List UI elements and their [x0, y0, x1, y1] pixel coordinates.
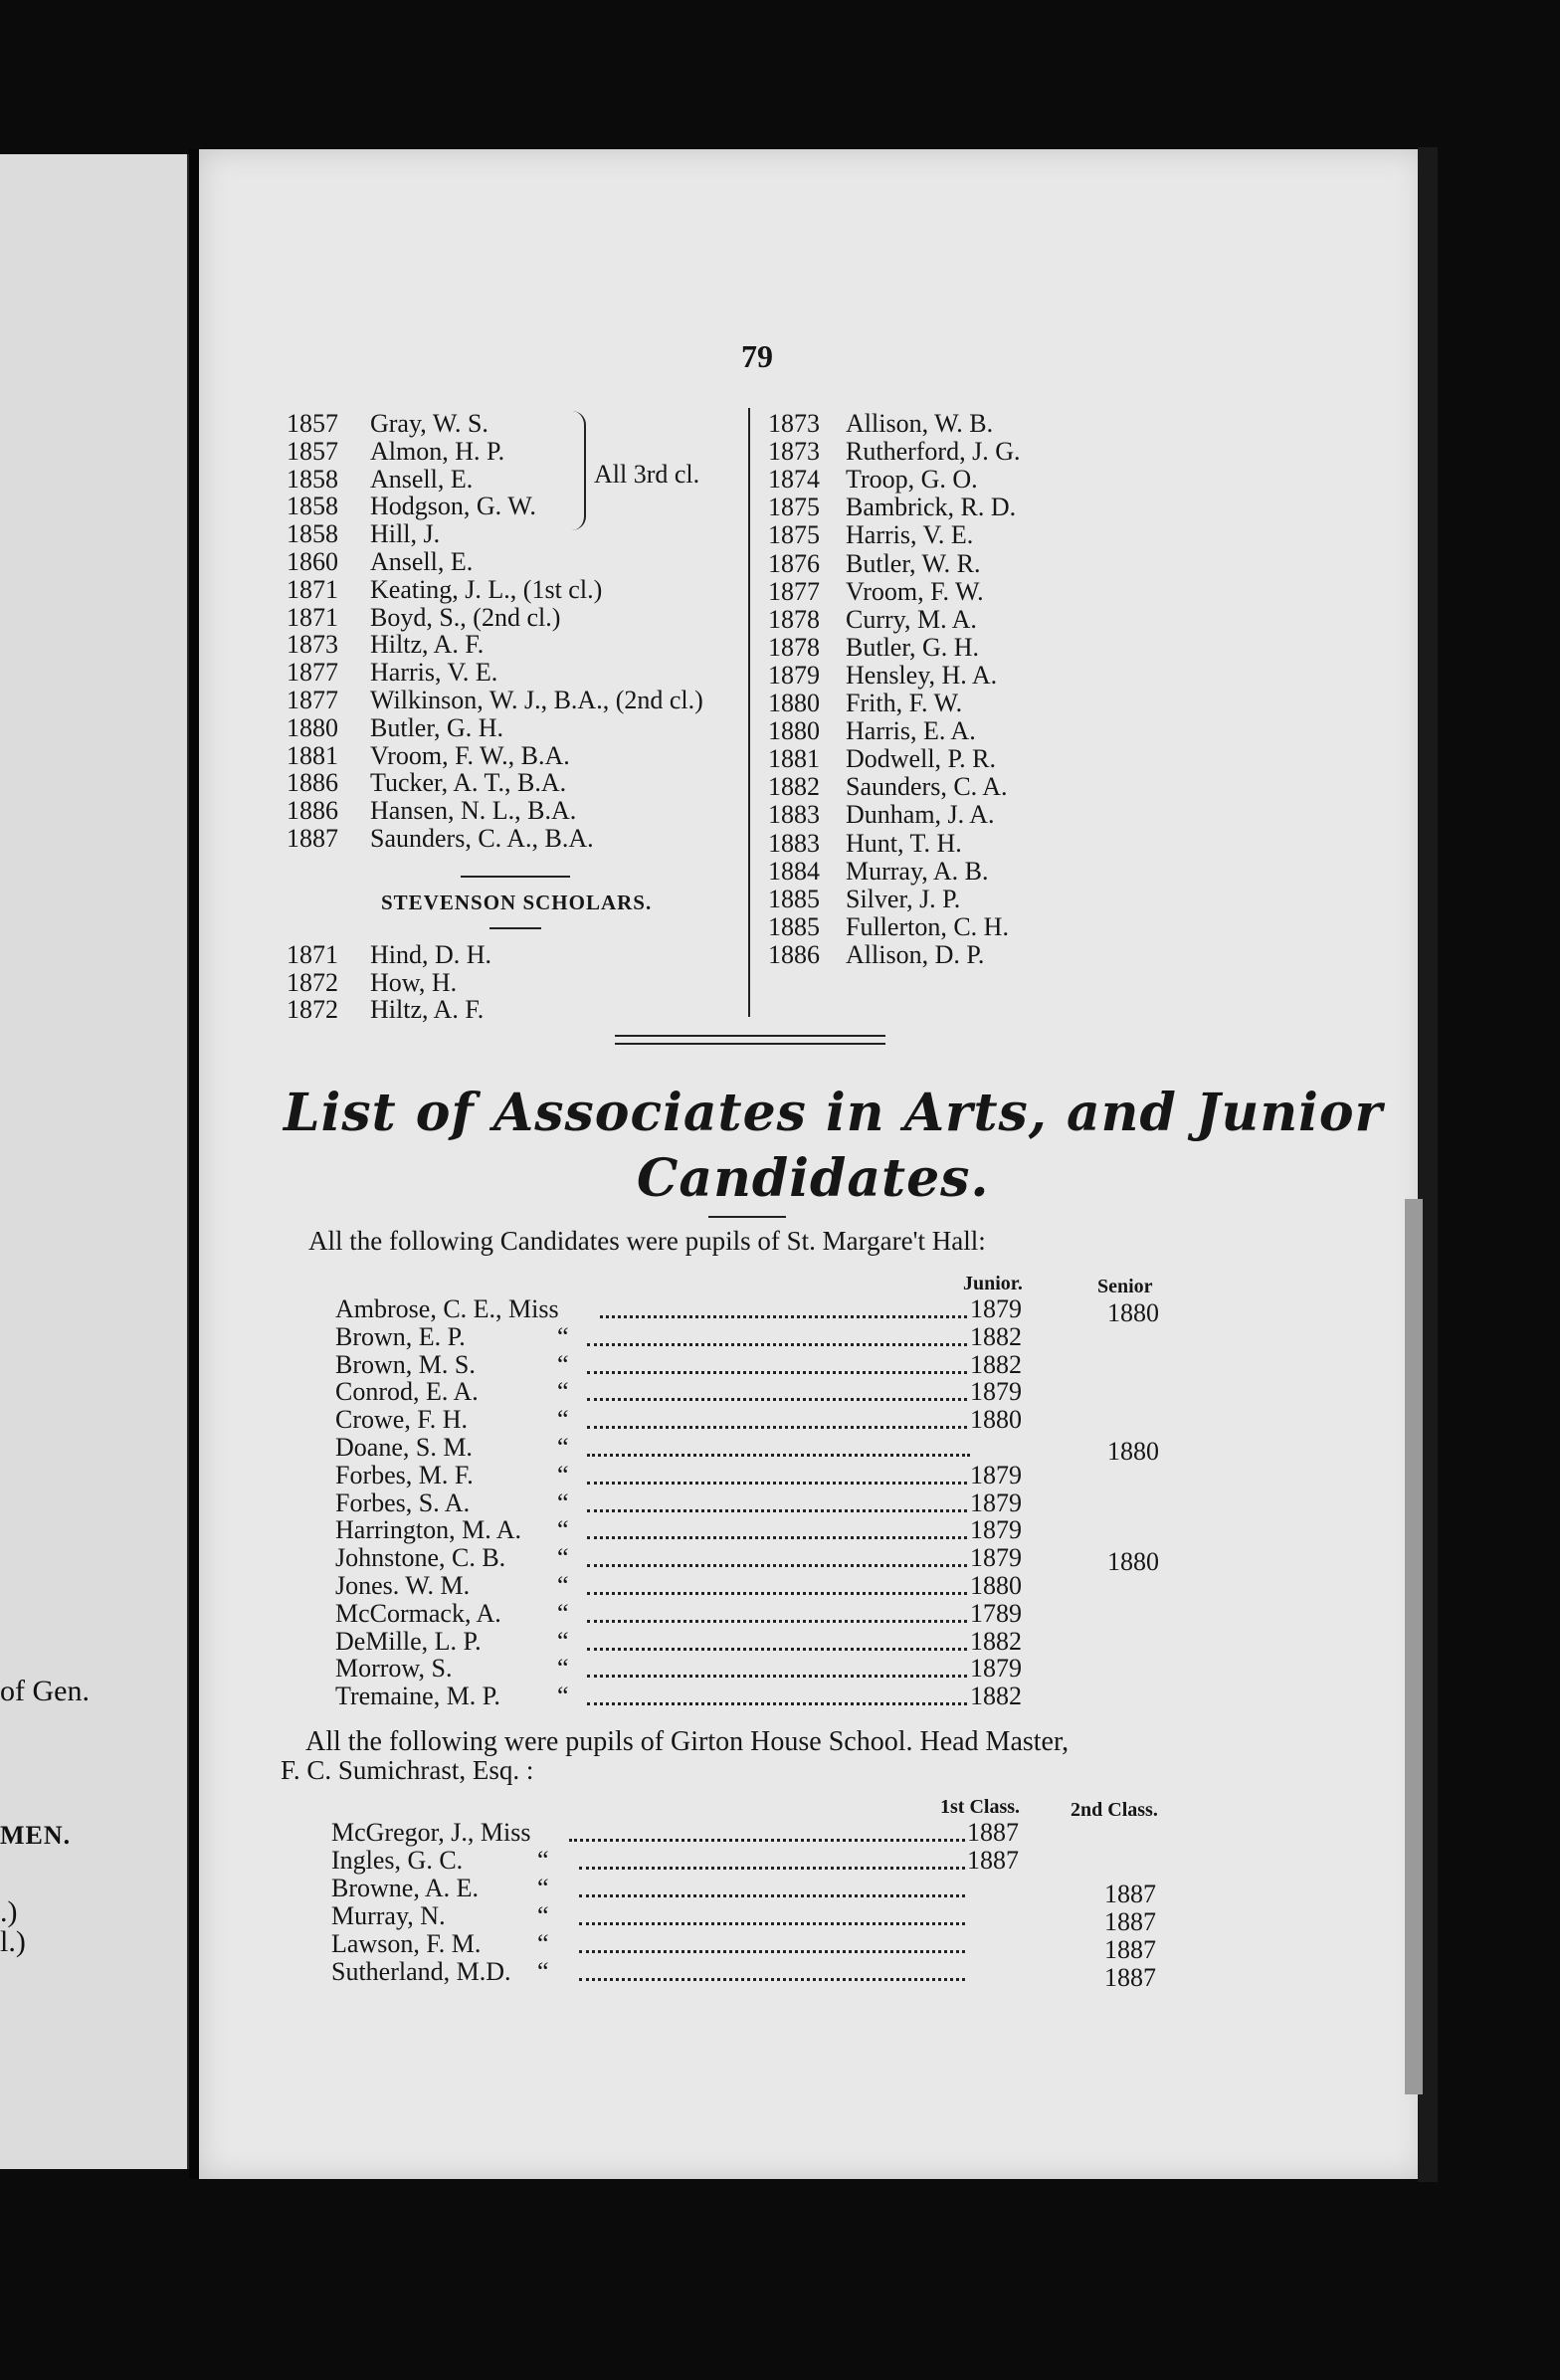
list-name: Saunders, C. A.	[846, 772, 1008, 802]
candidate-name: Murray, N.	[331, 1901, 446, 1930]
senior-year: 1880	[1107, 1547, 1159, 1577]
candidate-name: Lawson, F. M.	[331, 1929, 482, 1958]
list-year: 1875	[768, 493, 820, 522]
junior-year: 1879	[970, 1294, 1022, 1323]
list-year: 1872	[287, 995, 338, 1024]
leader-dots	[587, 1454, 970, 1457]
ditto-mark: “	[557, 1598, 569, 1628]
list-year: 1877	[287, 686, 338, 714]
double-rule-top	[615, 1035, 885, 1037]
list-name: Curry, M. A.	[846, 604, 977, 634]
list-year: 1880	[768, 716, 820, 746]
candidate-name: Tremaine, M. P.	[335, 1682, 500, 1711]
list-name: Fullerton, C. H.	[846, 911, 1009, 941]
ditto-mark: “	[557, 1571, 569, 1600]
list-year: 1871	[287, 940, 338, 969]
list-year: 1882	[768, 772, 820, 802]
candidate-name: Forbes, S. A.	[335, 1488, 471, 1517]
leader-dots	[587, 1426, 967, 1429]
candidate-name: Crowe, F. H.	[335, 1405, 468, 1435]
list-name: Wilkinson, W. J., B.A., (2nd cl.)	[370, 686, 703, 714]
junior-year: 1882	[970, 1349, 1022, 1379]
list-year: 1884	[768, 856, 820, 886]
list-year: 1878	[768, 632, 820, 662]
candidate-name: Conrod, E. A.	[335, 1377, 479, 1407]
list-name: Vroom, F. W.	[846, 576, 984, 606]
list-year: 1857	[287, 409, 338, 438]
junior-year: 1882	[970, 1682, 1022, 1711]
candidate-name: Jones. W. M.	[335, 1571, 471, 1600]
leader-dots	[579, 1894, 965, 1897]
list-year: 1858	[287, 519, 338, 549]
column-divider	[748, 408, 750, 1017]
leader-dots	[600, 1315, 967, 1318]
candidate-name: Johnstone, C. B.	[335, 1543, 506, 1573]
list-year: 1874	[768, 465, 820, 495]
list-year: 1877	[768, 576, 820, 606]
list-year: 1873	[287, 630, 338, 660]
list-name: Hiltz, A. F.	[370, 630, 485, 660]
ditto-mark: “	[557, 1543, 569, 1573]
candidate-name: Ambrose, C. E., Miss	[335, 1294, 559, 1323]
list-year: 1886	[287, 768, 338, 798]
candidate-name: Harrington, M. A.	[335, 1515, 522, 1545]
ditto-mark: “	[537, 1957, 549, 1986]
leader-dots	[587, 1536, 967, 1539]
junior-year: 1879	[970, 1515, 1022, 1545]
rule	[708, 1216, 786, 1218]
ditto-mark: “	[557, 1321, 569, 1351]
junior-year: 1789	[970, 1598, 1022, 1628]
bracket	[572, 411, 586, 530]
list-year: 1886	[287, 796, 338, 826]
senior-year: 1880	[1107, 1298, 1159, 1327]
left-fragment-text-1: of Gen.	[0, 1675, 90, 1707]
list-year: 1873	[768, 437, 820, 467]
senior-year: 1880	[1107, 1437, 1159, 1466]
st-margarets-intro: All the following Candidates were pupils of St. Margare't Hall:	[308, 1226, 986, 1256]
ditto-mark: “	[557, 1405, 569, 1435]
list-name: Almon, H. P.	[370, 436, 505, 466]
candidate-name: Ingles, G. C.	[331, 1846, 464, 1875]
list-year: 1883	[768, 828, 820, 858]
list-year: 1858	[287, 492, 338, 521]
list-year: 1875	[768, 520, 820, 550]
candidate-name: Forbes, M. F.	[335, 1460, 474, 1489]
list-year: 1885	[768, 884, 820, 913]
ditto-mark: “	[557, 1626, 569, 1656]
list-name: Troop, G. O.	[846, 465, 978, 495]
leader-dots	[579, 1978, 965, 1981]
list-name: Hunt, T. H.	[846, 828, 962, 858]
list-name: Boyd, S., (2nd cl.)	[370, 602, 561, 632]
second-class-year: 1887	[1104, 1880, 1156, 1908]
girton-intro-line1: All the following were pupils of Girton House School. Head Master,	[305, 1726, 1070, 1757]
left-fragment-text-2: MEN.	[0, 1821, 72, 1850]
list-year: 1857	[287, 436, 338, 466]
list-name: Frith, F. W.	[846, 689, 963, 717]
left-fragment-text-3: .)	[0, 1895, 18, 1928]
junior-year: 1879	[970, 1377, 1022, 1407]
list-name: Bambrick, R. D.	[846, 493, 1017, 522]
leader-dots	[587, 1509, 967, 1512]
list-name: Allison, W. B.	[846, 409, 994, 438]
ditto-mark: “	[537, 1929, 549, 1958]
ditto-mark: “	[557, 1349, 569, 1379]
leader-dots	[587, 1648, 967, 1651]
leader-dots	[587, 1675, 967, 1678]
list-name: Dodwell, P. R.	[846, 744, 996, 774]
ditto-mark: “	[557, 1682, 569, 1711]
ditto-mark: “	[557, 1433, 569, 1462]
candidate-name: Sutherland, M.D.	[331, 1957, 511, 1986]
main-heading-line2: Candidates.	[637, 1148, 990, 1209]
col-1st-class: 1st Class.	[940, 1796, 1021, 1818]
second-class-year: 1887	[1104, 1907, 1156, 1936]
col-2nd-class: 2nd Class.	[1071, 1799, 1158, 1821]
list-name: Hansen, N. L., B.A.	[370, 796, 577, 826]
ditto-mark: “	[557, 1654, 569, 1684]
list-year: 1877	[287, 658, 338, 688]
list-year: 1871	[287, 574, 338, 604]
ditto-mark: “	[537, 1874, 549, 1902]
list-year: 1880	[287, 712, 338, 742]
list-year: 1887	[287, 824, 338, 853]
list-year: 1881	[768, 744, 820, 774]
leader-dots	[587, 1592, 967, 1595]
page-edge-shadow	[1405, 1199, 1423, 2094]
leader-dots	[587, 1564, 967, 1567]
main-heading-line1: List of Associates in Arts, and Junior	[284, 1083, 1383, 1143]
leader-dots	[587, 1343, 967, 1346]
left-page-fragment	[0, 154, 191, 2169]
ditto-mark: “	[537, 1901, 549, 1930]
list-year: 1872	[287, 967, 338, 997]
rule	[489, 927, 541, 929]
ditto-mark: “	[557, 1515, 569, 1545]
list-name: Allison, D. P.	[846, 939, 985, 969]
candidate-name: Brown, M. S.	[335, 1349, 476, 1379]
list-name: Hodgson, G. W.	[370, 492, 536, 521]
leader-dots	[587, 1702, 967, 1705]
leader-dots	[587, 1371, 967, 1374]
col-senior: Senior	[1097, 1276, 1153, 1297]
list-name: Silver, J. P.	[846, 884, 961, 913]
junior-year: 1880	[970, 1405, 1022, 1435]
list-name: Tucker, A. T., B.A.	[370, 768, 567, 798]
girton-intro-line2: F. C. Sumichrast, Esq. :	[281, 1755, 534, 1785]
ditto-mark: “	[557, 1488, 569, 1517]
list-name: How, H.	[370, 967, 458, 997]
rule	[461, 876, 570, 878]
ditto-mark: “	[557, 1377, 569, 1407]
candidate-name: McCormack, A.	[335, 1598, 501, 1628]
list-name: Gray, W. S.	[370, 409, 488, 438]
candidate-name: Morrow, S.	[335, 1654, 453, 1684]
first-class-year: 1887	[967, 1846, 1019, 1875]
candidate-name: McGregor, J., Miss	[331, 1818, 531, 1847]
list-name: Murray, A. B.	[846, 856, 989, 886]
list-name: Hensley, H. A.	[846, 660, 998, 690]
candidate-name: DeMille, L. P.	[335, 1626, 482, 1656]
left-fragment-text-4: l.)	[0, 1925, 26, 1958]
leader-dots	[579, 1867, 965, 1870]
list-name: Vroom, F. W., B.A.	[370, 740, 570, 770]
candidate-name: Brown, E. P.	[335, 1321, 466, 1351]
junior-year: 1882	[970, 1321, 1022, 1351]
leader-dots	[569, 1839, 965, 1842]
list-name: Harris, E. A.	[846, 716, 976, 746]
list-year: 1871	[287, 602, 338, 632]
list-name: Hiltz, A. F.	[370, 995, 485, 1024]
list-name: Keating, J. L., (1st cl.)	[370, 574, 603, 604]
leader-dots	[587, 1620, 967, 1623]
list-name: Butler, G. H.	[370, 712, 503, 742]
list-name: Ansell, E.	[370, 464, 474, 494]
leader-dots	[579, 1922, 965, 1925]
junior-year: 1879	[970, 1654, 1022, 1684]
list-year: 1885	[768, 911, 820, 941]
list-name: Ansell, E.	[370, 547, 474, 576]
ditto-mark: “	[557, 1460, 569, 1489]
junior-year: 1882	[970, 1626, 1022, 1656]
leader-dots	[587, 1482, 967, 1485]
candidate-name: Browne, A. E.	[331, 1874, 480, 1902]
list-year: 1880	[768, 689, 820, 717]
list-name: Butler, W. R.	[846, 548, 981, 578]
junior-year: 1879	[970, 1543, 1022, 1573]
ditto-mark: “	[537, 1846, 549, 1875]
double-rule-bottom	[615, 1043, 885, 1045]
list-year: 1883	[768, 800, 820, 830]
list-name: Dunham, J. A.	[846, 800, 995, 830]
list-name: Butler, G. H.	[846, 632, 979, 662]
list-year: 1858	[287, 464, 338, 494]
list-name: Saunders, C. A., B.A.	[370, 824, 594, 853]
list-name: Harris, V. E.	[370, 658, 498, 688]
col-junior: Junior.	[963, 1273, 1023, 1294]
junior-year: 1879	[970, 1488, 1022, 1517]
list-name: Hill, J.	[370, 519, 441, 549]
list-year: 1860	[287, 547, 338, 576]
page-number: 79	[741, 338, 773, 374]
list-name: Hind, D. H.	[370, 940, 492, 969]
junior-year: 1880	[970, 1571, 1022, 1600]
first-class-year: 1887	[967, 1818, 1019, 1847]
list-year: 1878	[768, 604, 820, 634]
bracket-note: All 3rd cl.	[594, 460, 700, 489]
list-year: 1876	[768, 548, 820, 578]
second-class-year: 1887	[1104, 1935, 1156, 1964]
list-name: Harris, V. E.	[846, 520, 974, 550]
leader-dots	[587, 1398, 967, 1401]
second-class-year: 1887	[1104, 1963, 1156, 1992]
candidate-name: Doane, S. M.	[335, 1433, 473, 1462]
list-year: 1879	[768, 660, 820, 690]
junior-year: 1879	[970, 1460, 1022, 1489]
list-year: 1873	[768, 409, 820, 438]
list-year: 1881	[287, 740, 338, 770]
stevenson-heading: STEVENSON SCHOLARS.	[381, 891, 653, 914]
leader-dots	[579, 1950, 965, 1953]
list-year: 1886	[768, 939, 820, 969]
list-name: Rutherford, J. G.	[846, 437, 1021, 467]
